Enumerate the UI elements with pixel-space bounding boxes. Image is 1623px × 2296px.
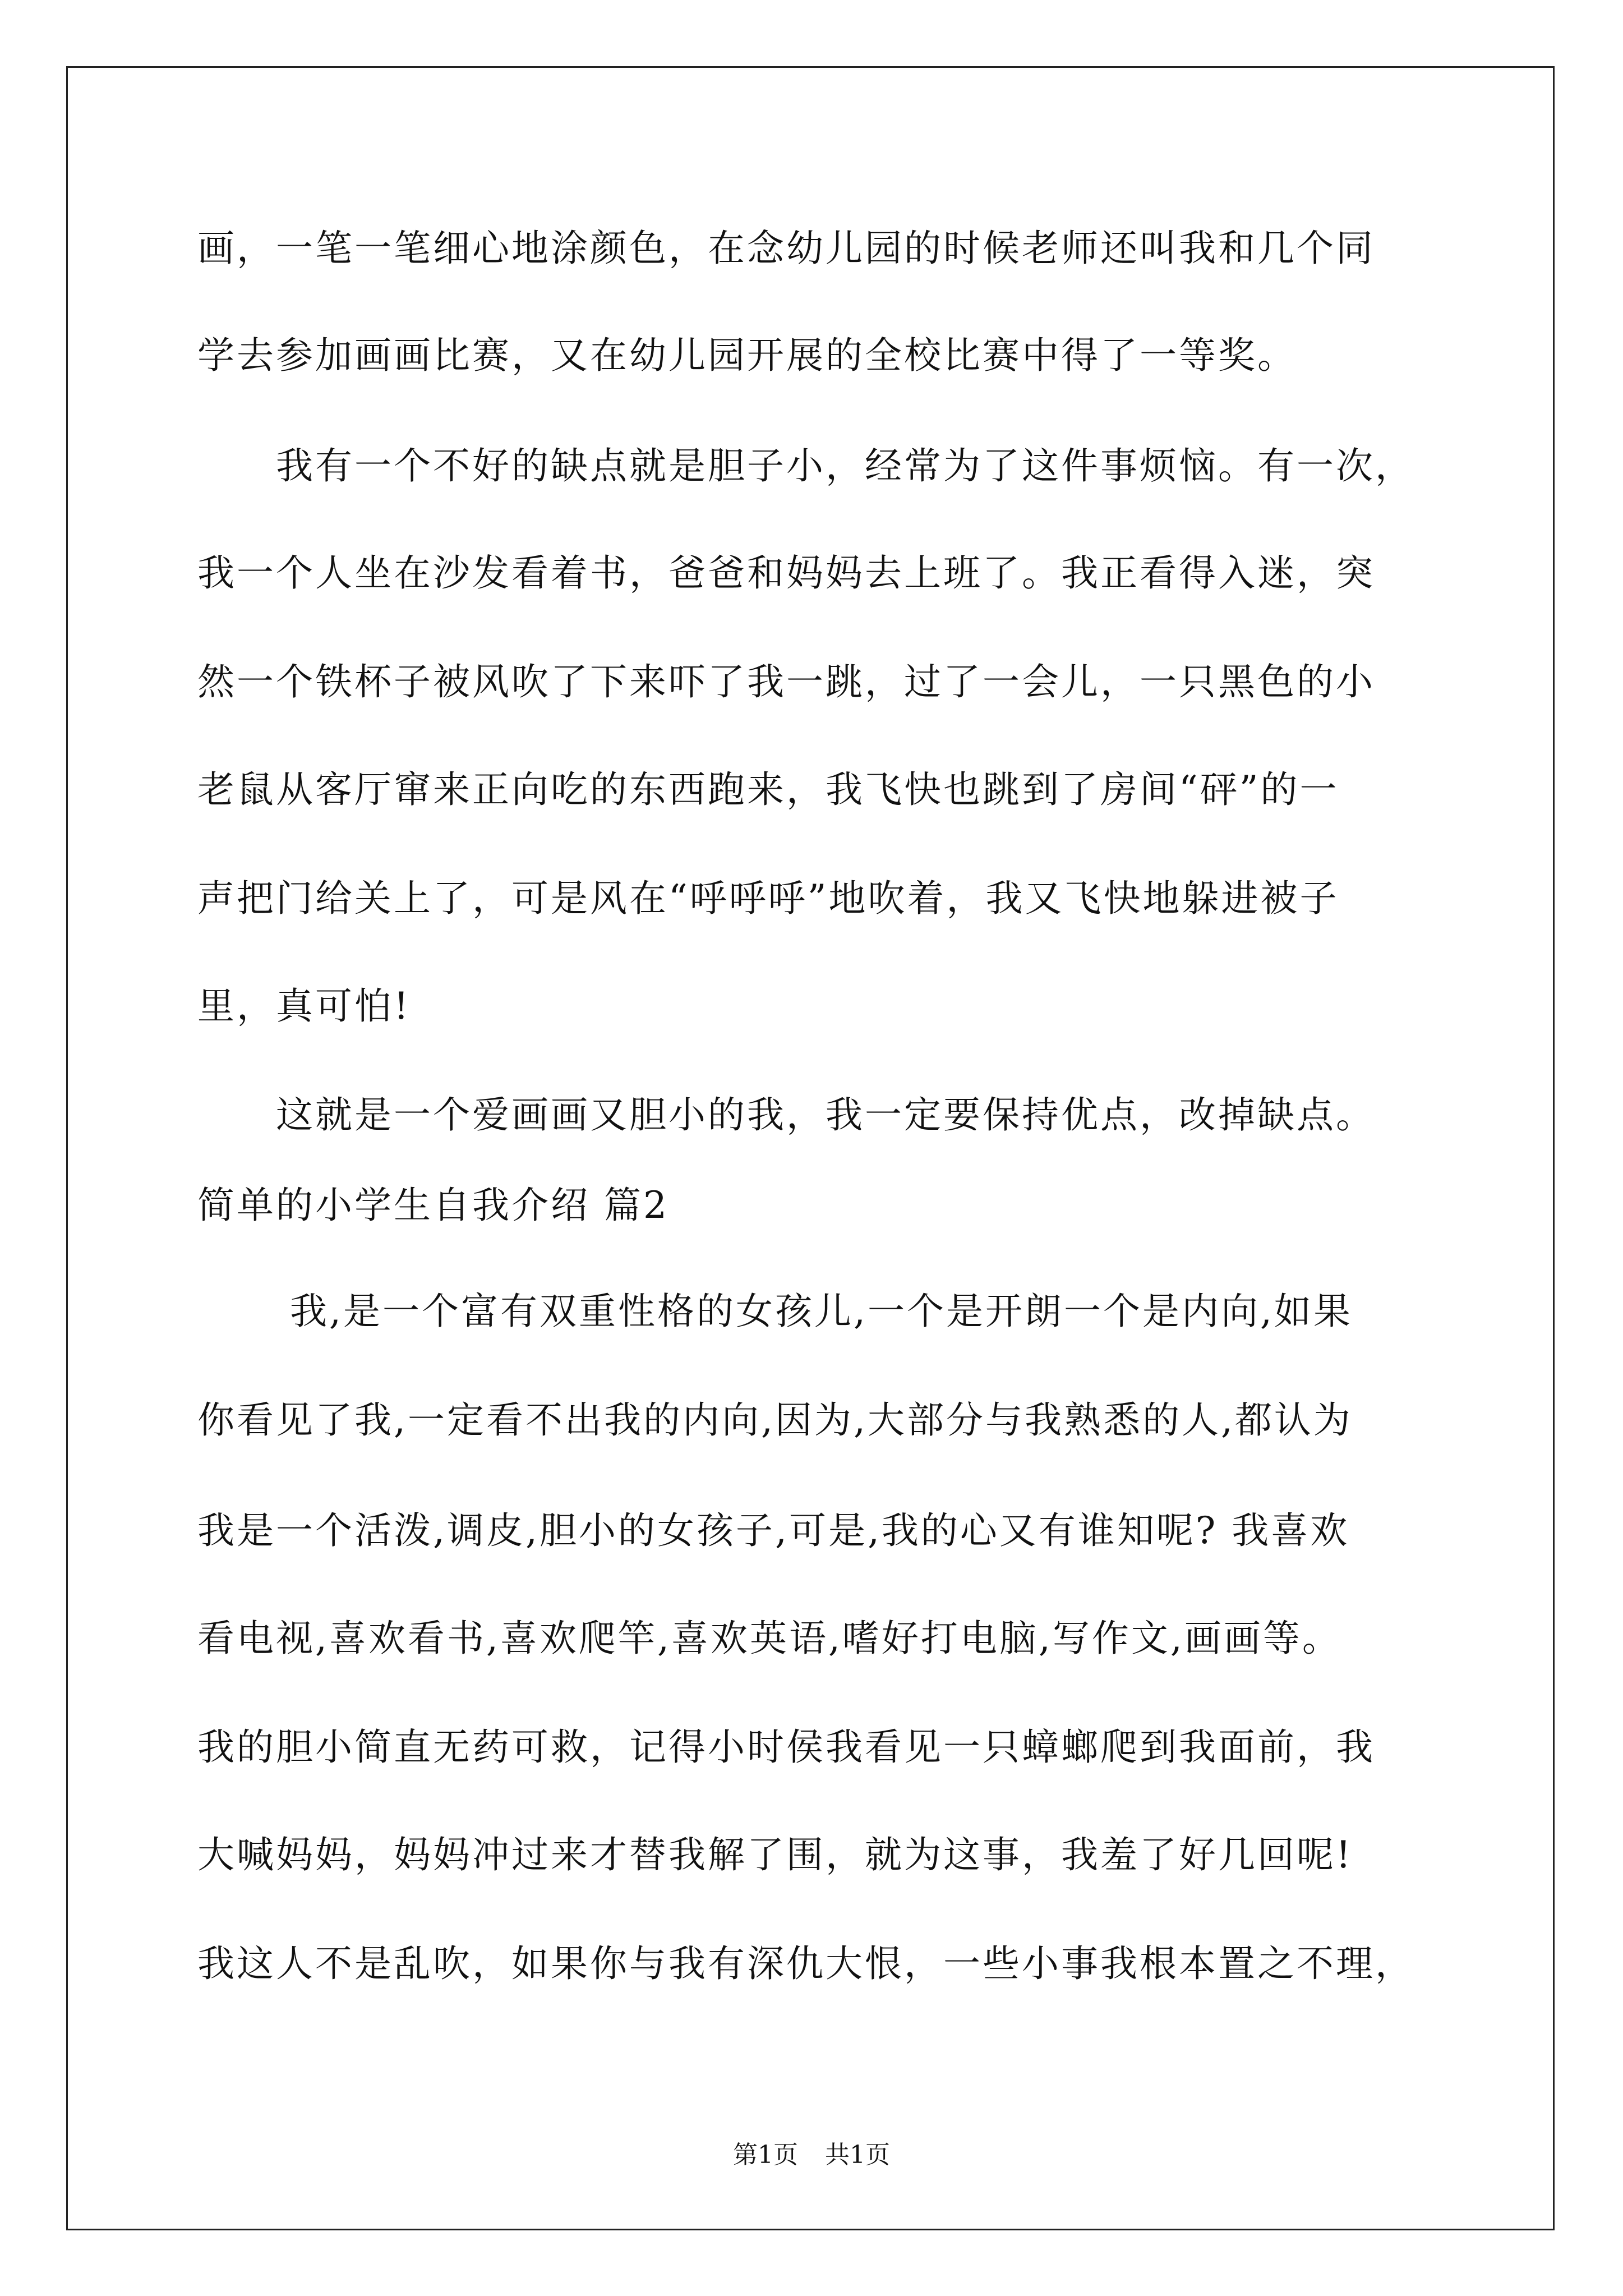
page-border	[66, 66, 1555, 2230]
text-line: 大喊妈妈，妈妈冲过来才替我解了围，就为这事，我羞了好几回呢!	[197, 1833, 1353, 1876]
page-number: 第1页	[733, 2141, 798, 2169]
text-line: 然一个铁杯子被风吹了下来吓了我一跳，过了一会儿，一只黑色的小	[197, 660, 1375, 703]
text-line: 老鼠从客厅窜来正向吃的东西跑来，我飞快也跳到了房间“砰”的一	[197, 768, 1339, 811]
page-footer	[0, 2138, 1623, 2172]
text-line: 学去参加画画比赛，又在幼儿园开展的全校比赛中得了一等奖。	[197, 334, 1297, 377]
text-line: 我这人不是乱吹，如果你与我有深仇大恨，一些小事我根本置之不理，	[197, 1942, 1414, 1985]
text-line: 我一个人坐在沙发看着书，爸爸和妈妈去上班了。我正看得入迷，突	[197, 551, 1375, 595]
text-line: 画，一笔一笔细心地涂颜色，在念幼儿园的时候老师还叫我和几个同	[197, 227, 1375, 270]
text-line: 我有一个不好的缺点就是胆子小，经常为了这件事烦恼。有一次，	[197, 444, 1414, 487]
text-line: 我,是一个富有双重性格的女孩儿,一个是开朗一个是内向,如果	[197, 1290, 1353, 1333]
text-line: 声把门给关上了，可是风在“呼呼呼”地吹着，我又飞快地躲进被子	[197, 877, 1339, 920]
text-line: 里，真可怕!	[197, 984, 411, 1028]
text-line: 你看见了我,一定看不出我的内向,因为,大部分与我熟悉的人,都认为	[197, 1398, 1353, 1442]
text-line: 这就是一个爱画画又胆小的我，我一定要保持优点，改掉缺点。	[197, 1093, 1375, 1137]
text-line: 我是一个活泼,调皮,胆小的女孩子,可是,我的心又有谁知呢? 我喜欢	[197, 1509, 1350, 1552]
page-total: 共1页	[825, 2141, 890, 2169]
text-line: 我的胆小简直无药可救，记得小时侯我看见一只蟑螂爬到我面前，我	[197, 1726, 1375, 1769]
text-line: 看电视,喜欢看书,喜欢爬竿,喜欢英语,嗜好打电脑,写作文,画画等。	[197, 1617, 1341, 1660]
section-heading: 简单的小学生自我介绍 篇2	[197, 1184, 669, 1227]
